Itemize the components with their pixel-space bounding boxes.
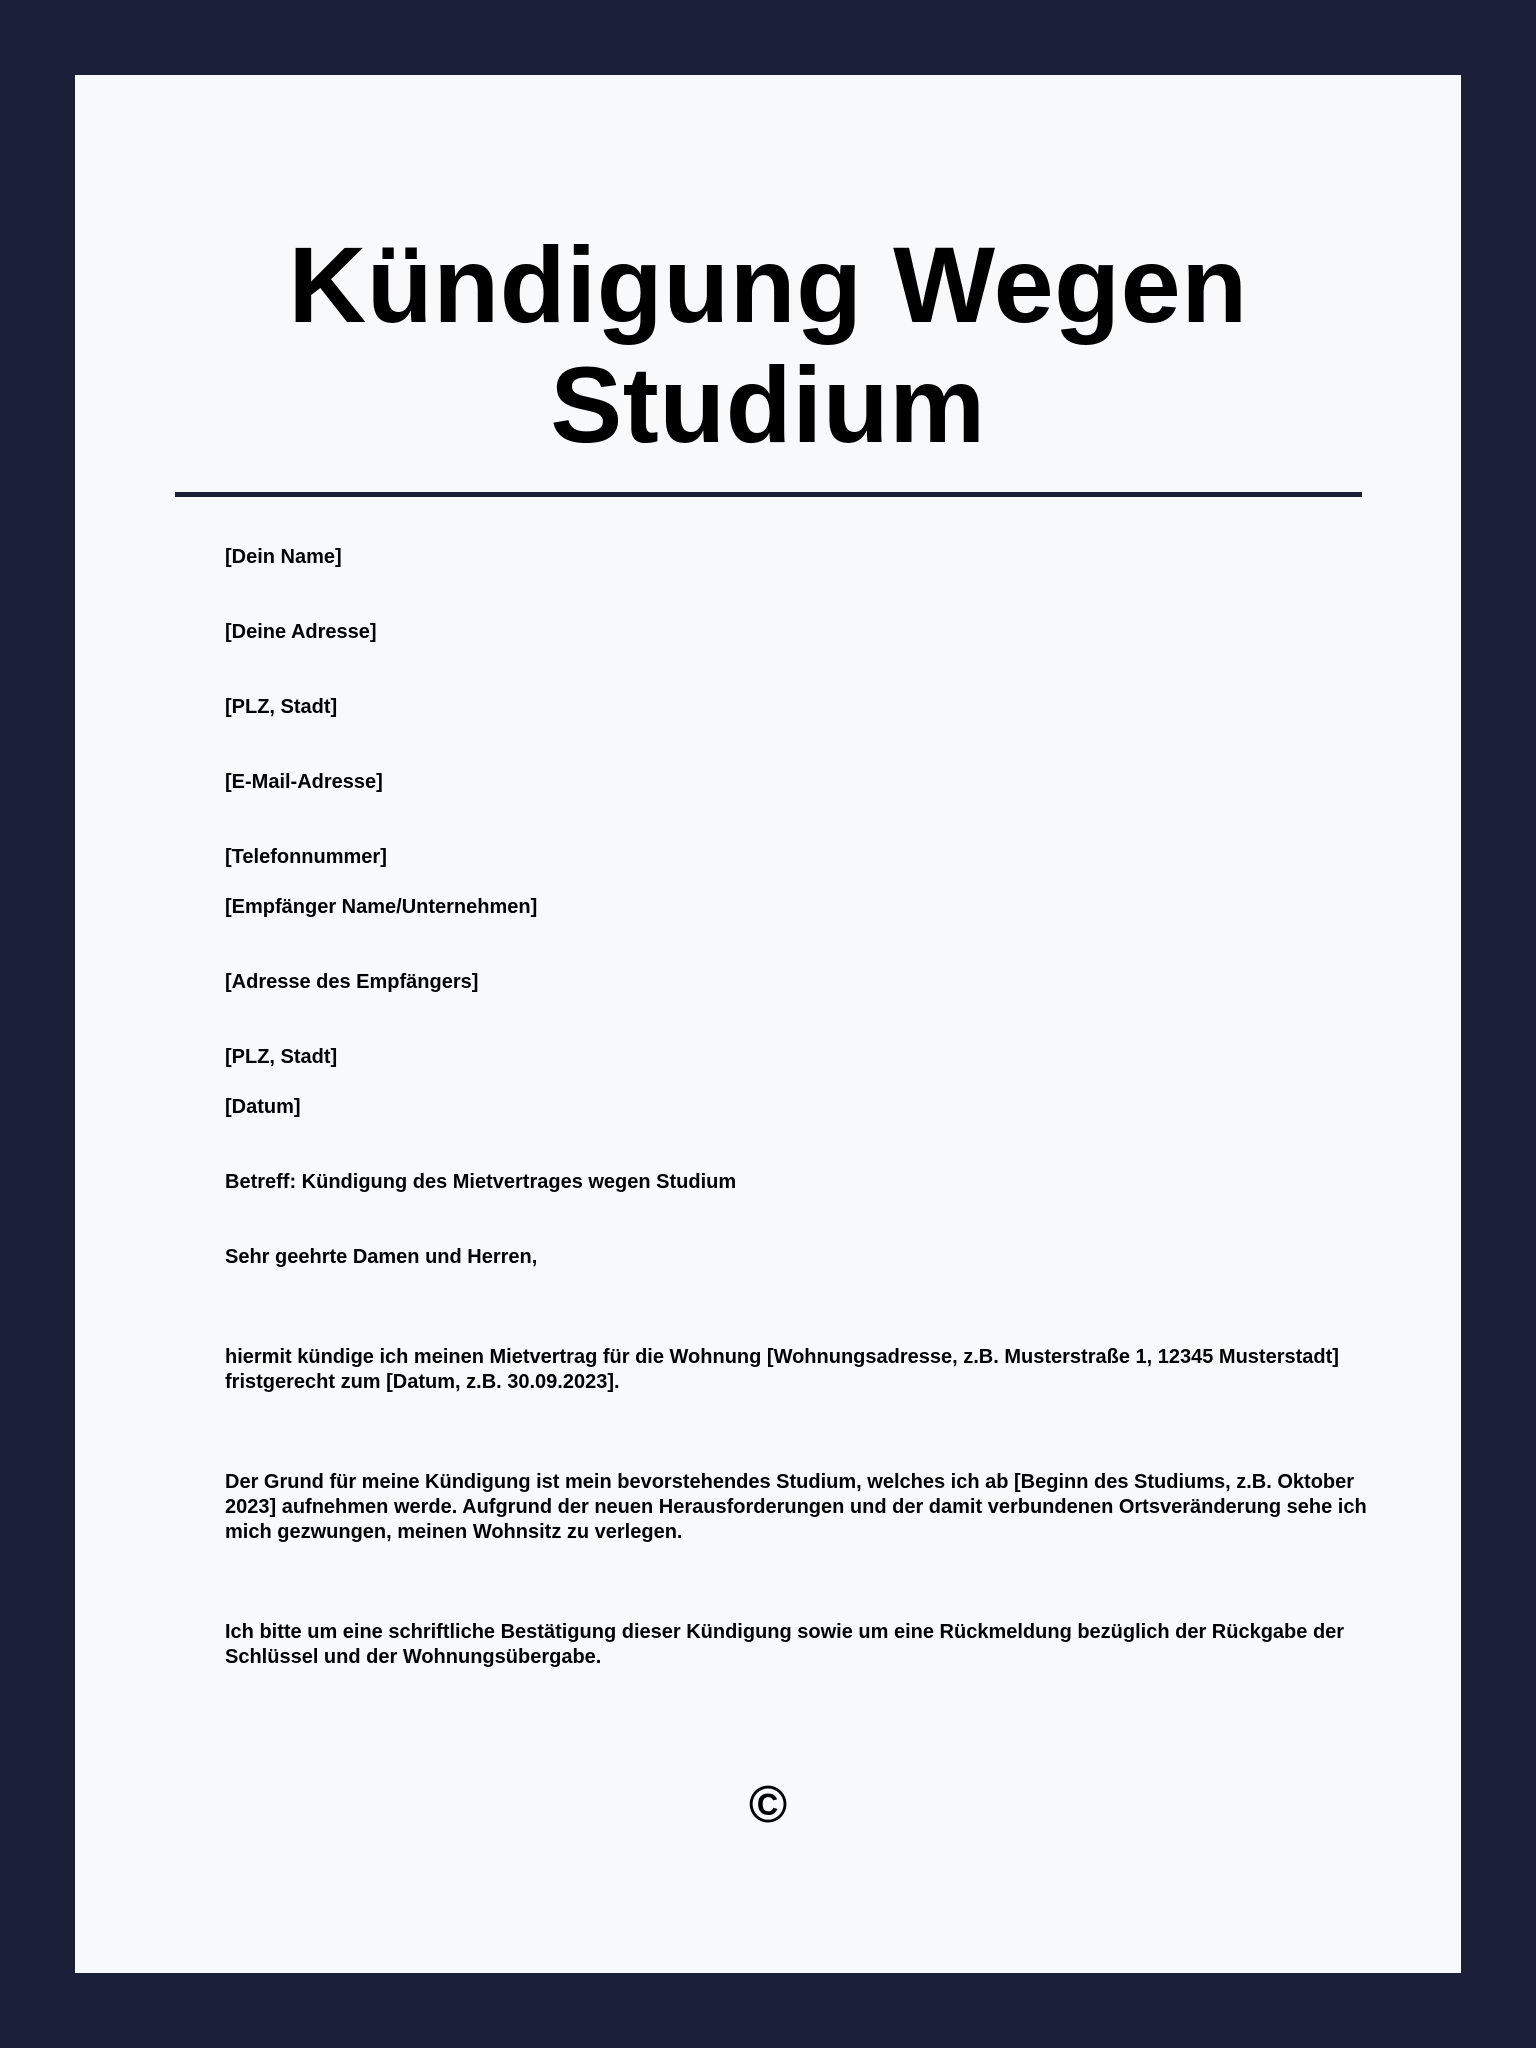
document-page <box>75 75 1461 1973</box>
sender-address: [Deine Adresse] <box>225 621 377 643</box>
body-paragraph-reason: Der Grund für meine Kündigung ist mein bevorstehendes Studium, welches ich ab [Beginn des Studiums, z.B. Oktober 2023] aufnehmen werde. Aufgrund der neuen Herausforderungen und der damit verbundenen Ortsveränderung sehe ich mich gezwungen, meinen Wohnsitz zu verlegen. <box>225 1471 1367 1543</box>
letter-salutation: Sehr geehrte Damen und Herren, <box>225 1246 538 1268</box>
body-paragraph-termination: hiermit kündige ich meinen Mietvertrag für die Wohnung [Wohnungsadresse, z.B. Musterstraße 1, 12345 Musterstadt] fristgerecht zum [Datum, z.B. 30.09.2023]. <box>225 1346 1339 1393</box>
sender-email: [E-Mail-Adresse] <box>225 771 383 793</box>
recipient-address: [Adresse des Empfängers] <box>225 971 479 993</box>
sender-city: [PLZ, Stadt] <box>225 696 338 718</box>
copyright-symbol: © <box>748 1776 788 1834</box>
title-divider <box>175 492 1362 497</box>
recipient-city: [PLZ, Stadt] <box>225 1046 338 1068</box>
letter-subject: Betreff: Kündigung des Mietvertrages wegen Studium <box>225 1171 737 1193</box>
letter-date: [Datum] <box>225 1096 301 1118</box>
body-paragraph-confirmation: Ich bitte um eine schriftliche Bestätigung dieser Kündigung sowie um eine Rückmeldung bezüglich der Rückgabe der Schlüssel und der Wohnungsübergabe. <box>225 1621 1345 1668</box>
sender-name: [Dein Name] <box>225 546 342 568</box>
document-title: Kündigung Wegen Studium <box>288 224 1248 465</box>
recipient-name: [Empfänger Name/Unternehmen] <box>225 896 538 918</box>
sender-phone: [Telefonnummer] <box>225 846 387 868</box>
